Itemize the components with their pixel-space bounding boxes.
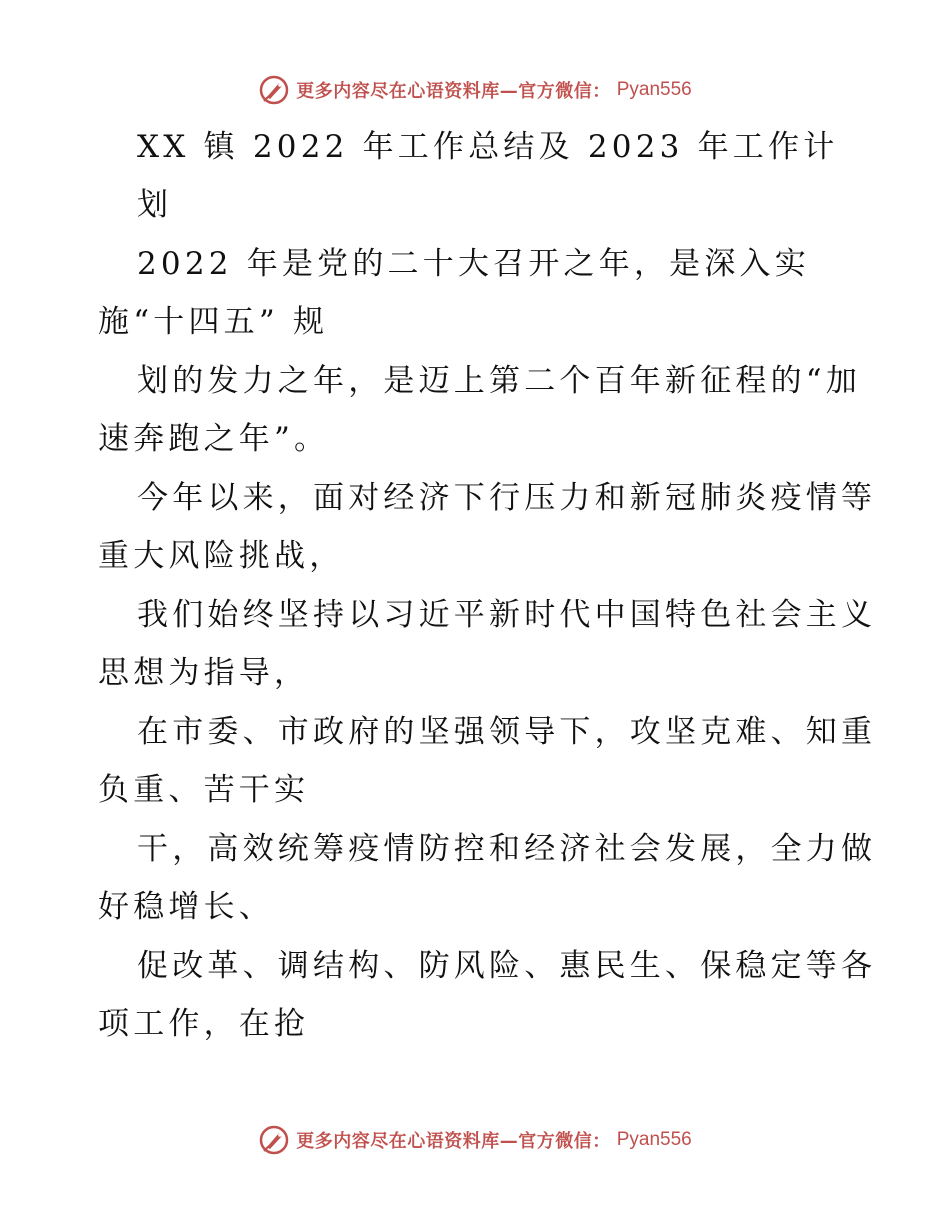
paragraph-line: 施“十四五” 规 — [98, 304, 329, 340]
paragraph-line: 项工作，在抢 — [98, 1006, 310, 1042]
pen-nib-logo-icon — [258, 1124, 290, 1156]
paragraph-line: 干，高效统筹疫情防控和经济社会发展，全力做 — [137, 831, 877, 867]
watermark-text: 更多内容尽在心语资料库—官方微信： — [296, 1131, 611, 1152]
watermark-group — [258, 1124, 692, 1156]
footer-watermark — [0, 1120, 950, 1160]
watermark-text: 更多内容尽在心语资料库—官方微信： — [296, 81, 611, 102]
header-watermark — [0, 70, 950, 110]
paragraph-line: 好稳增长、 — [98, 889, 274, 925]
paragraph-line: 今年以来，面对经济下行压力和新冠肺炎疫情等 — [137, 480, 877, 516]
paragraph-line: 重大风险挑战， — [98, 538, 345, 574]
watermark-wechat-id: Pyan556 — [616, 1129, 692, 1150]
pen-nib-logo-icon — [258, 74, 290, 106]
watermark-wechat-id: Pyan556 — [616, 79, 692, 100]
paragraph-line: 在市委、市政府的坚强领导下，攻坚克难、知重 — [137, 714, 877, 750]
watermark-group — [258, 74, 692, 106]
document-title-line-2: 划 — [137, 187, 173, 223]
paragraph-line: 速奔跑之年”。 — [98, 421, 330, 457]
document-title-line-1: XX 镇 2022 年工作总结及 2023 年工作计 — [137, 129, 839, 165]
paragraph-line: 负重、苦干实 — [98, 772, 310, 808]
paragraph-line: 划的发力之年，是迈上第二个百年新征程的“加 — [137, 363, 862, 399]
paragraph-line: 我们始终坚持以习近平新时代中国特色社会主义 — [137, 597, 877, 633]
paragraph-line: 2022 年是党的二十大召开之年，是深入实 — [137, 246, 810, 282]
paragraph-line: 思想为指导， — [98, 655, 310, 691]
paragraph-line: 促改革、调结构、防风险、惠民生、保稳定等各 — [137, 948, 877, 984]
